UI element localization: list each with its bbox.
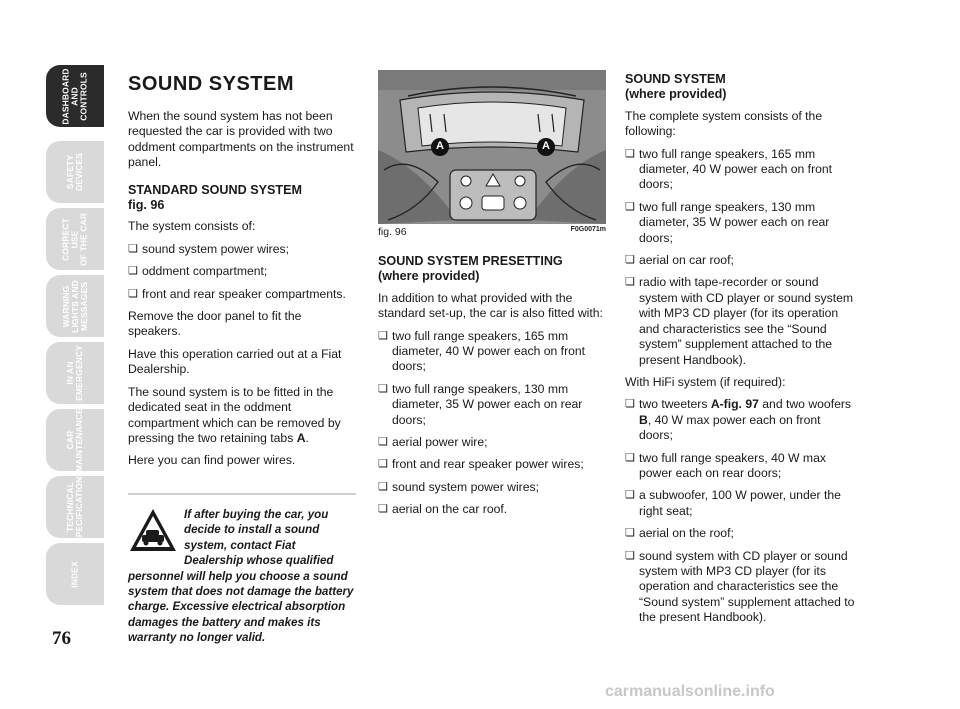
tab-technical-specifications[interactable]: TECHNICAL SPECIFICATIONS (46, 476, 104, 538)
warning-text: If after buying the car, you decide to install a sound system, contact Fiat Dealership whose qualified personnel will help you choose a sound system that does not damage the battery charge. Excessive electrical absorption damages the battery and makes its warranty no longer valid. (128, 508, 354, 645)
consists-paragraph: The system consists of: (128, 219, 256, 234)
list-item: ❏ front and rear speaker power wires; (378, 457, 606, 472)
list-item: ❏ front and rear speaker compartments. (128, 287, 356, 302)
tab-dashboard-and-controls[interactable]: DASHBOARD AND CONTROLS (46, 65, 104, 127)
figure-caption: fig. 96 F0G0071m (378, 226, 606, 238)
list-item: ❏ a subwoofer, 100 W power, under the right seat; (625, 488, 857, 519)
list-item: ❏ aerial on the car roof. (378, 502, 606, 517)
tab-safety-devices[interactable]: SAFETY DEVICES (46, 141, 104, 203)
sound-system-subheading: (where provided) (625, 87, 727, 102)
list-item: ❏ oddment compartment; (128, 264, 356, 279)
list-item: ❏ two full range speakers, 130 mm diameter, 35 W power each on rear doors; (378, 382, 606, 428)
tab-warning-lights[interactable]: WARNING LIGHTS AND MESSAGES (46, 275, 104, 337)
figure-code: F0G0071m (570, 226, 606, 233)
list-item: ❏ two tweeters A-fig. 97 and two woofers B, 40 W max power each on front doors; (625, 397, 857, 443)
chapter-sidebar (0, 0, 106, 709)
list-item: ❏ sound system with CD player or sound system with MP3 CD player (for its operation and characteristics see the “Sound system” supplement attached to the present Handbook). (625, 549, 857, 626)
presetting-heading: SOUND SYSTEM PRESETTING (378, 254, 563, 268)
tab-correct-use[interactable]: CORRECT USE OF THE CAR (46, 208, 104, 270)
list-item: ❏ sound system power wires; (128, 242, 356, 257)
page-title: SOUND SYSTEM (128, 73, 295, 95)
column-3 (625, 72, 857, 633)
column-2 (378, 254, 606, 525)
page-number: 76 (52, 628, 71, 649)
list-item: ❏ two full range speakers, 165 mm diameter, 40 W power each on front doors; (625, 147, 857, 193)
list-item: ❏ sound system power wires; (378, 480, 606, 495)
tab-index[interactable]: INDEX (46, 543, 104, 605)
watermark-footer: carmanualsonline.info (605, 683, 775, 700)
list-item: ❏ aerial on car roof; (625, 253, 857, 268)
label-a-left: A (436, 140, 444, 152)
warning-triangle-icon (128, 507, 178, 553)
list-item: ❏ aerial on the roof; (625, 526, 857, 541)
hifi-intro: With HiFi system (if required): (625, 374, 786, 389)
tab-car-maintenance[interactable]: CAR MAINTENANCE (46, 409, 104, 471)
paragraph: Remove the door panel to fit the speakers. (128, 309, 302, 339)
presetting-subheading: (where provided) (378, 269, 480, 284)
list-item: ❏ aerial power wire; (378, 435, 606, 450)
paragraph: Here you can find power wires. (128, 453, 296, 468)
dashboard-illustration (378, 70, 606, 224)
tab-in-an-emergency[interactable]: IN AN EMERGENCY (46, 342, 104, 404)
standard-heading: STANDARD SOUND SYSTEM (128, 182, 302, 197)
label-a-right: A (542, 140, 550, 152)
standard-heading-fig: fig. 96 (128, 198, 165, 213)
sound-system-heading: SOUND SYSTEM (625, 72, 726, 86)
intro-paragraph: When the sound system has not been requested the car is provided with two oddment compartments on the instrument panel. (128, 109, 354, 170)
paragraph: The sound system is to be fitted in the dedicated seat in the oddment compartment which can be removed by pressing the two retaining tabs A. (128, 384, 341, 445)
list-item: ❏ two full range speakers, 165 mm diameter, 40 W power each on front doors; (378, 329, 606, 375)
list-item: ❏ radio with tape-recorder or sound system with CD player or sound system with MP3 CD player (for its operation and characteristics see the “Sound system” supplement attached to the present Handbook). (625, 275, 857, 367)
list-item: ❏ two full range speakers, 40 W max power each on rear doors; (625, 451, 857, 482)
warning-note (128, 493, 356, 646)
presetting-intro: In addition to what provided with the standard set-up, the car is also fitted with: (378, 290, 603, 321)
paragraph: Have this operation carried out at a Fiat Dealership. (128, 346, 342, 377)
column-1 (128, 72, 356, 476)
dashboard-figure (378, 70, 606, 224)
sound-system-intro: The complete system consists of the following: (625, 108, 823, 139)
list-item: ❏ two full range speakers, 130 mm diameter, 35 W power each on rear doors; (625, 200, 857, 246)
